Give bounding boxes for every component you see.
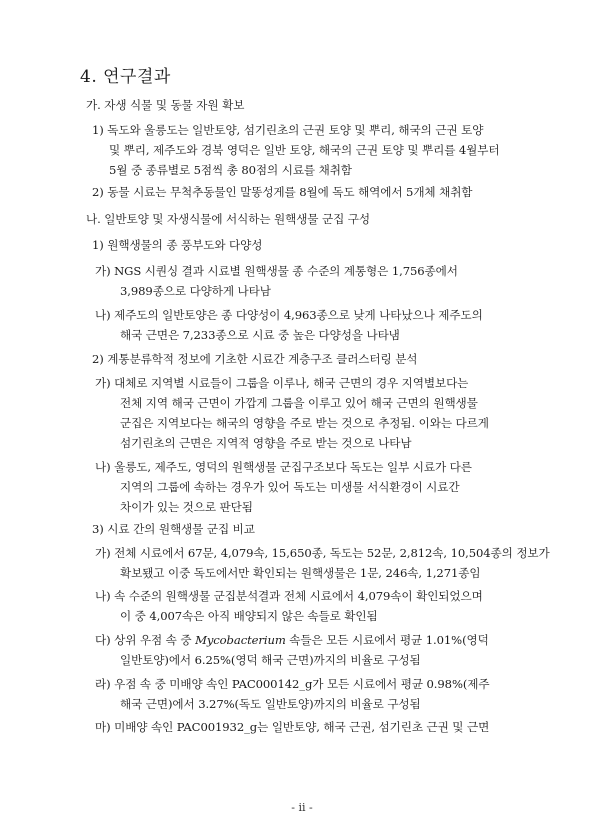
- item-na-1-na-line-1: 나) 제주도의 일반토양은 종 다양성이 4,963종으로 낮게 나타났으나 제주도의: [95, 308, 483, 322]
- item-na-3-ra-line-2: 해국 근면)에서 3.27%(독도 일반토양)까지의 비율로 구성됨: [120, 697, 421, 711]
- item-1-line-2: 및 뿌리, 제주도와 경북 영덕은 일반 토양, 해국의 근권 토양 및 뿌리를 4월부터: [109, 143, 500, 157]
- item-na-1: 1) 원핵생물의 종 풍부도와 다양성: [92, 238, 263, 252]
- item-1-line-3: 5월 중 종류별로 5점씩 총 80점의 시료를 채취함: [109, 163, 352, 177]
- item-na-3-da-suffix: 속들은 모든 시료에서 평균 1.01%(영덕: [285, 633, 489, 647]
- item-na-2: 2) 계통분류학적 정보에 기초한 시료간 계층구조 클러스터링 분석: [92, 352, 418, 366]
- item-na-3-na-line-2: 이 중 4,007속은 아직 배양되지 않은 속들로 확인됨: [120, 609, 378, 623]
- item-na-3: 3) 시료 간의 원핵생물 군집 비교: [92, 522, 255, 536]
- item-na-3-ma-line-1: 마) 미배양 속인 PAC001932_g는 일반토양, 해국 근권, 섬기린초 근권 및 근면: [95, 720, 490, 734]
- item-na-2-ga-line-1: 가) 대체로 지역별 시료들이 그룹을 이루나, 해국 근면의 경우 지역별보다는: [95, 376, 469, 390]
- page-number: - ii -: [291, 801, 313, 814]
- genus-name: Mycobacterium: [195, 633, 286, 647]
- item-na-3-ra-line-1: 라) 우점 속 중 미배양 속인 PAC000142_g가 모든 시료에서 평균 0.98%(제주: [95, 677, 490, 691]
- item-na-2-na-line-2: 지역의 그룹에 속하는 경우가 있어 독도는 미생물 서식환경이 시료간: [120, 480, 460, 494]
- item-na-3-da-line-1: [95, 633, 489, 647]
- item-na-2-ga-line-2: 전체 지역 해국 근면이 가깝게 그룹을 이루고 있어 해국 근면의 원핵생물: [120, 396, 478, 410]
- subsection-na: 나. 일반토양 및 자생식물에 서식하는 원핵생물 군집 구성: [86, 212, 370, 226]
- item-na-1-na-line-2: 해국 근면은 7,233종으로 시료 중 높은 다양성을 나타냄: [120, 328, 400, 342]
- item-na-1-ga-line-1: 가) NGS 시퀀싱 결과 시료별 원핵생물 종 수준의 계통형은 1,756종에서: [95, 264, 458, 278]
- item-na-3-na-line-1: 나) 속 수준의 원핵생물 군집분석결과 전체 시료에서 4,079속이 확인되었으며: [95, 589, 483, 603]
- item-na-3-da-line-2: 일반토양)에서 6.25%(영덕 해국 근면)까지의 비율로 구성됨: [120, 653, 421, 667]
- item-na-2-na-line-3: 차이가 있는 것으로 판단됨: [120, 500, 253, 514]
- item-2: 2) 동물 시료는 무척추동물인 말똥성게를 8월에 독도 해역에서 5개체 채취함: [92, 185, 473, 199]
- item-na-1-ga-line-2: 3,989종으로 다양하게 나타남: [120, 284, 271, 298]
- item-1-line-1: 1) 독도와 울릉도는 일반토양, 섬기린초의 근권 토양 및 뿌리, 해국의 근권 토양: [92, 123, 484, 137]
- item-na-3-ga-line-1: 가) 전체 시료에서 67문, 4,079속, 15,650종, 독도는 52문, 2,812속, 10,504종의 정보가: [95, 546, 550, 560]
- item-na-2-ga-line-4: 섬기린초의 근면은 지역적 영향을 주로 받는 것으로 나타남: [120, 436, 412, 450]
- section-heading: 4. 연구결과: [80, 67, 171, 87]
- subsection-ga: 가. 자생 식물 및 동물 자원 확보: [86, 98, 245, 112]
- item-na-3-da-prefix: 다) 상위 우점 속 중: [95, 633, 196, 647]
- item-na-3-ga-line-2: 확보됐고 이중 독도에서만 확인되는 원핵생물은 1문, 246속, 1,271종임: [120, 566, 481, 580]
- item-na-2-ga-line-3: 군집은 지역보다는 해국의 영향을 주로 받는 것으로 추정됨. 이와는 다르게: [120, 416, 489, 430]
- item-na-2-na-line-1: 나) 울릉도, 제주도, 영덕의 원핵생물 군집구조보다 독도는 일부 시료가 다른: [95, 460, 472, 474]
